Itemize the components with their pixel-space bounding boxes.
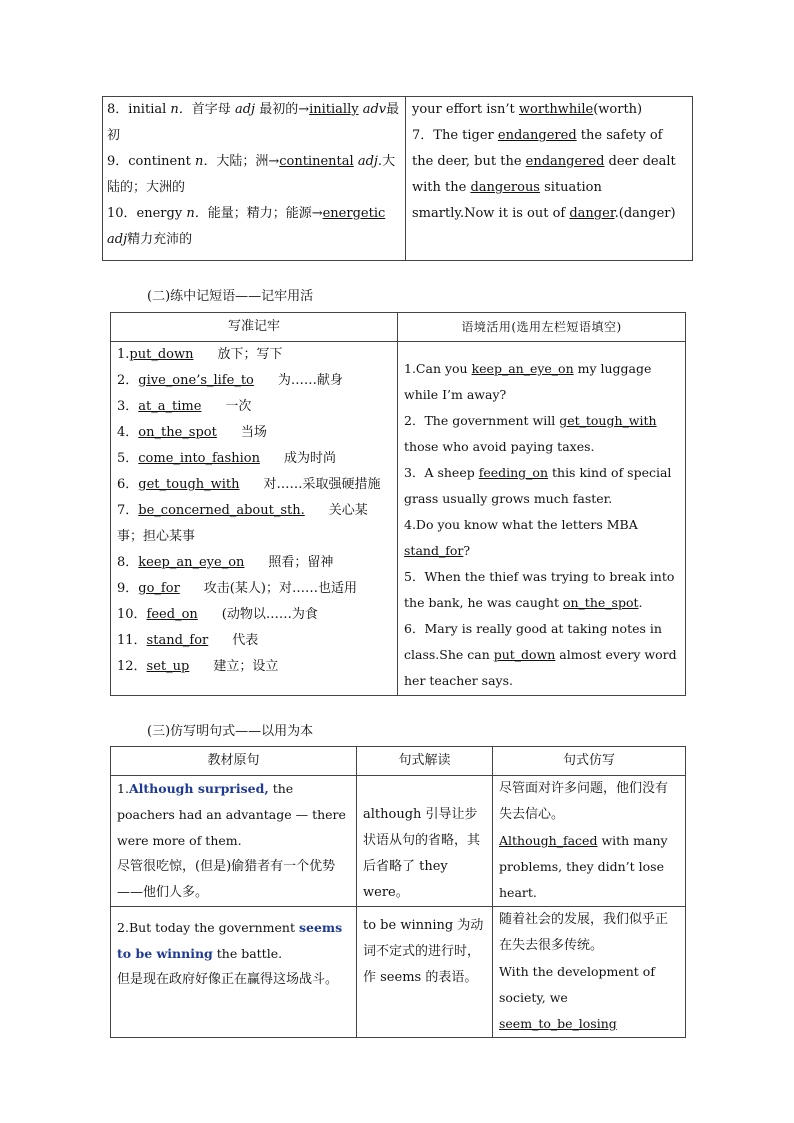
sentence-header-analysis: 句式解读: [357, 747, 493, 776]
answer-blank: energetic: [322, 206, 386, 221]
answer-blank: at_a_time: [138, 399, 202, 414]
usage-list: [404, 356, 679, 694]
usage-list-cell: [398, 342, 686, 696]
phrase-header-right: 语境活用(选用左栏短语填空): [398, 313, 686, 342]
vocab-right-cell: [406, 97, 693, 261]
phrase-list-cell: [111, 342, 398, 696]
phrase-item: 10．feed_on (动物以……为食: [117, 607, 318, 622]
answer-blank: on_the_spot: [562, 595, 639, 610]
phrase-item: 4．on_the_spot 当场: [117, 425, 267, 440]
answer-blank: stand_for: [404, 543, 464, 558]
phrase-item: 3．at_a_time 一次: [117, 399, 252, 414]
usage-item: 5．When the thief was trying to break into the bank, he was caught on_the_spot.: [404, 569, 675, 610]
sentence-table: [110, 746, 686, 1038]
phrase-item: 6．get_tough_with 对……采取强硬措施: [117, 477, 381, 492]
vocab-item-10: 10．energy n．能量；精力；能源→energetic adj精力充沛的: [107, 206, 386, 247]
answer-blank: seem_to_be_losing: [499, 1016, 617, 1031]
answer-blank: initially: [309, 102, 359, 117]
answer-blank: set_up: [146, 659, 190, 674]
answer-blank: put_down: [493, 647, 556, 662]
usage-item: 6．Mary is really good at taking notes in class.She can put_down almost every word her teacher says.: [404, 621, 677, 688]
answer-blank: get_tough_with: [559, 413, 657, 428]
answer-blank: feed_on: [146, 607, 198, 622]
sentence-row-1-original: 1.Although surprised, the poachers had an advantage — there were more of them. 尽管很吃惊，(但是)偷猎者有一个优势——他们人多。: [111, 776, 357, 907]
phrase-list: [117, 342, 391, 680]
usage-item: 4.Do you know what the letters MBA stand_for?: [404, 517, 638, 558]
section-3-title: (三)仿写明句式——以用为本: [147, 724, 314, 739]
vocab-sentence-7: 7．The tiger endangered the safety of the deer, but the endangered deer dealt with the dangerous situation smartly.Now it is out of danger.(danger): [412, 128, 676, 221]
answer-blank: go_for: [138, 581, 180, 596]
sentence-row-2-imitation: 随着社会的发展，我们似乎正在失去很多传统。 With the development of society, we seem_to_be_losing: [493, 907, 686, 1038]
phrase-item: 12．set_up 建立；设立: [117, 659, 279, 674]
sentence-header-imitation: 句式仿写: [493, 747, 686, 776]
sentence-row-2-analysis: to be winning 为动词不定式的进行时，作 seems 的表语。: [357, 907, 493, 1038]
vocab-table: [102, 96, 693, 261]
phrase-item: 1.put_down 放下；写下: [117, 347, 283, 362]
answer-blank: on_the_spot: [138, 425, 217, 440]
answer-blank: be_concerned_about_sth.: [138, 503, 305, 518]
answer-blank: feeding_on: [478, 465, 549, 480]
usage-item: 1.Can you keep_an_eye_on my luggage while I’m away?: [404, 361, 652, 402]
phrase-header-left: 写准记牢: [111, 313, 398, 342]
answer-blank: Although_faced: [499, 833, 598, 848]
answer-blank: come_into_fashion: [138, 451, 260, 466]
answer-blank: put_down: [129, 347, 194, 362]
sentence-header-original: 教材原句: [111, 747, 357, 776]
phrase-item: 8．keep_an_eye_on 照看；留神: [117, 555, 334, 570]
answer-blank: continental: [279, 154, 354, 169]
answer-blank: keep_an_eye_on: [138, 555, 245, 570]
answer-blank: get_tough_with: [138, 477, 240, 492]
sentence-row-2-original: 2.But today the government seems to be winning the battle. 但是现在政府好像正在赢得这场战斗。: [111, 907, 357, 1038]
vocab-left-cell: [103, 97, 406, 261]
phrase-item: 2．give_one’s_life_to 为……献身: [117, 373, 343, 388]
answer-blank: give_one’s_life_to: [138, 373, 254, 388]
phrase-item: 7．be_concerned_about_sth. 关心某事；担心某事: [117, 503, 368, 544]
sentence-row-1-analysis: although 引导让步状语从句的省略，其后省略了 they were。: [357, 776, 493, 907]
phrase-table: [110, 312, 686, 696]
vocab-item-8: 8．initial n．首字母 adj 最初的→initially adv最初: [107, 102, 400, 143]
answer-blank: keep_an_eye_on: [471, 361, 574, 376]
answer-blank: stand_for: [146, 633, 209, 648]
usage-item: 3．A sheep feeding_on this kind of special grass usually grows much faster.: [404, 465, 672, 506]
section-2-title: (二)练中记短语——记牢用活: [147, 289, 314, 304]
phrase-item: 9．go_for 攻击(某人)；对……也适用: [117, 581, 357, 596]
sentence-row-1-imitation: 尽管面对许多问题，他们没有失去信心。 Although_faced with many problems, they didn’t lose heart.: [493, 776, 686, 907]
phrase-item: 5．come_into_fashion 成为时尚: [117, 451, 336, 466]
vocab-item-9: 9．continent n．大陆；洲→continental adj.大陆的；大洲的: [107, 154, 396, 195]
phrase-item: 11．stand_for 代表: [117, 633, 259, 648]
usage-item: 2．The government will get_tough_with those who avoid paying taxes.: [404, 413, 657, 454]
vocab-sentence-6-end: your effort isn’t worthwhile(worth): [412, 102, 643, 117]
